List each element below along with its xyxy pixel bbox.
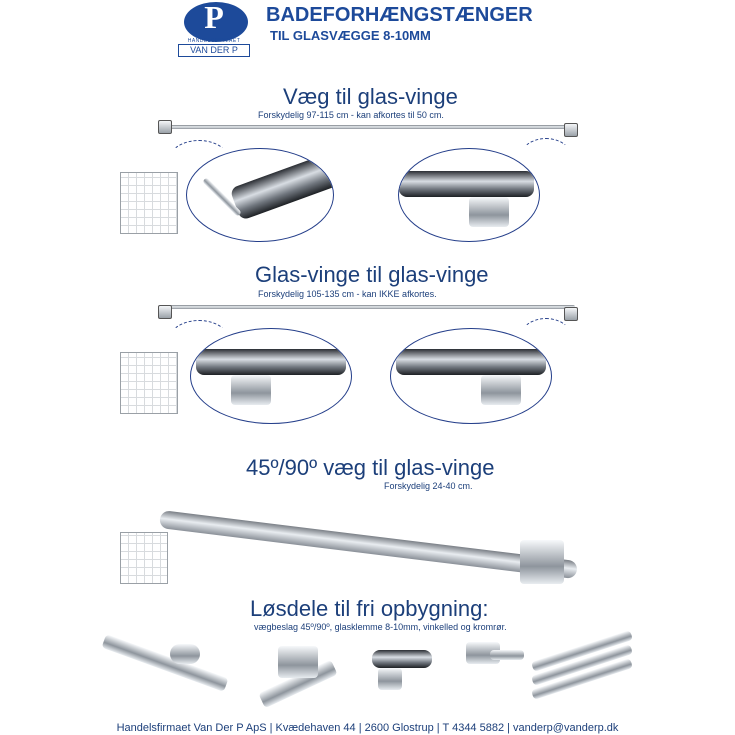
section-1-subtitle: Forskydelig 97-115 cm - kan afkortes til 50 cm. xyxy=(258,110,444,120)
shower-enclosure-icon xyxy=(120,172,178,234)
glass-clamp-photo xyxy=(520,540,564,584)
wall-bracket-photo xyxy=(158,120,172,134)
section-2-title: Glas-vinge til glas-vinge xyxy=(255,262,489,287)
glass-clamp-photo xyxy=(158,305,172,319)
section-4-title: Løsdele til fri opbygning: xyxy=(250,596,489,621)
company-logo xyxy=(178,2,250,58)
detail-oval-wall-mount xyxy=(186,148,334,242)
shower-enclosure-icon xyxy=(120,532,168,584)
logo-letter: P xyxy=(204,0,224,35)
detail-oval-glass-clamp xyxy=(398,148,540,242)
logo-tagline: HANDELSFIRMAET xyxy=(187,38,241,44)
logo-name: VAN DER P xyxy=(178,44,250,57)
detail-oval-right-clamp xyxy=(390,328,552,424)
section-2-subtitle: Forskydelig 105-135 cm - kan IKKE afkortes. xyxy=(258,289,437,299)
page-subtitle: TIL GLASVÆGGE 8-10MM xyxy=(270,28,431,43)
rod-photo xyxy=(170,125,575,129)
section-1-title: Væg til glas-vinge xyxy=(283,84,458,109)
glass-clamp-photo xyxy=(564,307,578,321)
section-3-subtitle: Forskydelig 24-40 cm. xyxy=(384,481,473,491)
wall-bracket-photo xyxy=(460,636,525,698)
chrome-tube-photo xyxy=(530,636,635,698)
section-3-title: 45º/90º væg til glas-vinge xyxy=(246,455,495,480)
wall-bracket-photo xyxy=(100,636,240,698)
footer-contact: Handelsfirmaet Van Der P ApS | Kvædehaven 44 | 2600 Glostrup | T 4344 5882 | vanderp@vanderp.dk xyxy=(116,722,619,734)
glass-clamp-photo xyxy=(372,636,442,698)
section-4-subtitle: vægbeslag 45º/90º, glasklemme 8-10mm, vinkelled og kromrør. xyxy=(254,622,507,632)
detail-oval-left-clamp xyxy=(190,328,352,424)
page-title: BADEFORHÆNGSTÆNGER xyxy=(266,4,533,26)
rod-photo xyxy=(159,510,578,579)
glass-clamp-photo xyxy=(564,123,578,137)
shower-enclosure-icon xyxy=(120,352,178,414)
elbow-joint-photo xyxy=(248,636,358,698)
rod-photo xyxy=(170,305,575,309)
